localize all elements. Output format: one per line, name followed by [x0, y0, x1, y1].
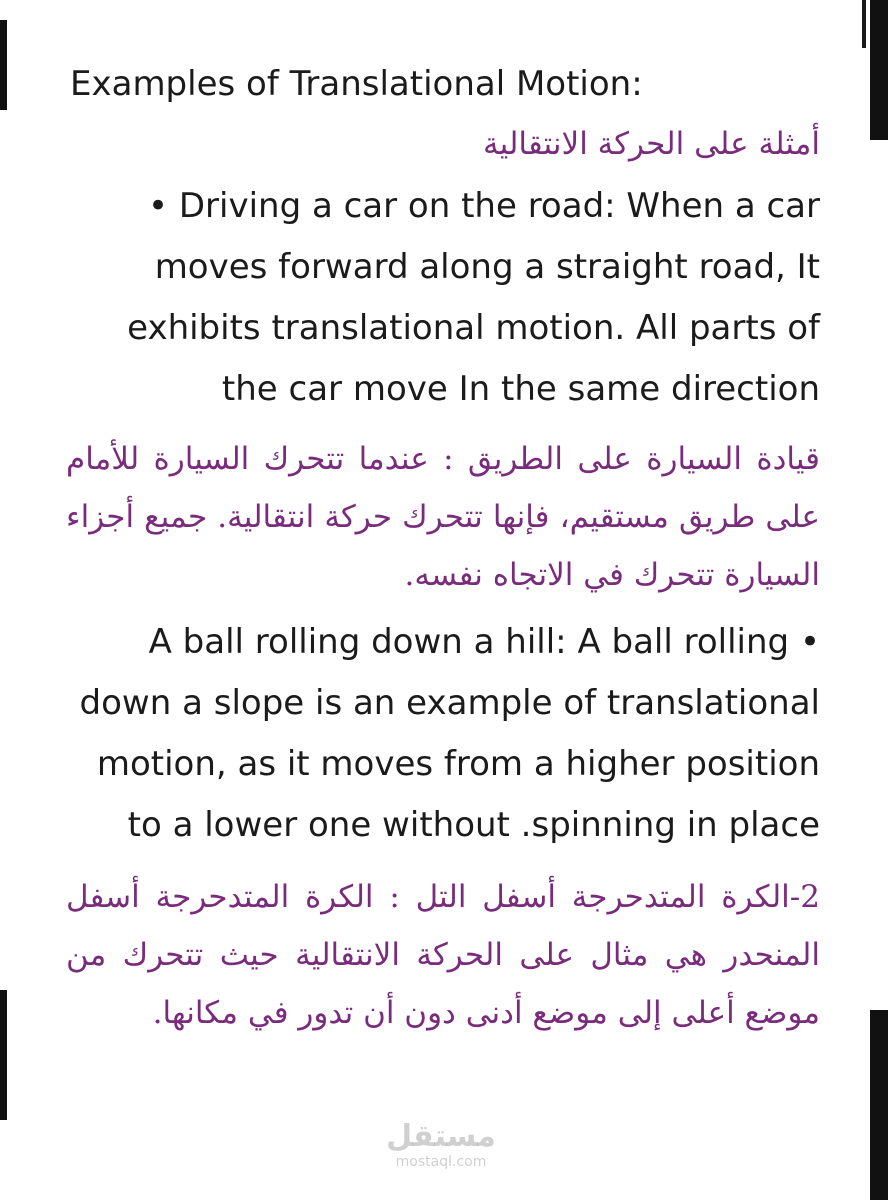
example-2-english: A ball rolling down a hill: A ball rolling • down a slope is an example of translational motion, as it moves from a higher position to a lower one without .spinning in place — [79, 622, 820, 845]
watermark-url: mostaql.com — [395, 1154, 487, 1170]
heading-english: Examples of Translational Motion: — [70, 64, 643, 104]
right-frame-bar — [862, 0, 866, 48]
left-frame-edge — [0, 0, 10, 1200]
right-frame-edge — [856, 0, 888, 1200]
right-frame-bar — [870, 0, 888, 140]
example-2-arabic: 2-الكرة المتدحرجة أسفل التل : الكرة المتدحرجة أسفل المنحدر هي مثال على الحركة الانتقالية حيث تتحرك من موضع أعلى إلى موضع أدنى دون أن تدور في مكانها. — [66, 879, 820, 1031]
right-frame-bar — [870, 1010, 888, 1200]
left-frame-bar — [0, 990, 7, 1120]
example-1-arabic: قيادة السيارة على الطريق : عندما تتحرك السيارة للأمام على طريق مستقيم، فإنها تتحرك حركة انتقالية. جميع أجزاء السيارة تتحرك في الاتجاه نفسه. — [66, 441, 820, 593]
example-1-english: • Driving a car on the road: When a car moves forward along a straight road, It exhibits translational motion. All parts of the car move In the same direction — [127, 186, 820, 409]
watermark — [386, 1120, 496, 1170]
left-frame-bar — [0, 20, 7, 110]
document-content — [66, 58, 820, 1042]
heading-arabic: أمثلة على الحركة الانتقالية — [483, 126, 820, 162]
watermark-logo: مستقل — [386, 1119, 496, 1154]
